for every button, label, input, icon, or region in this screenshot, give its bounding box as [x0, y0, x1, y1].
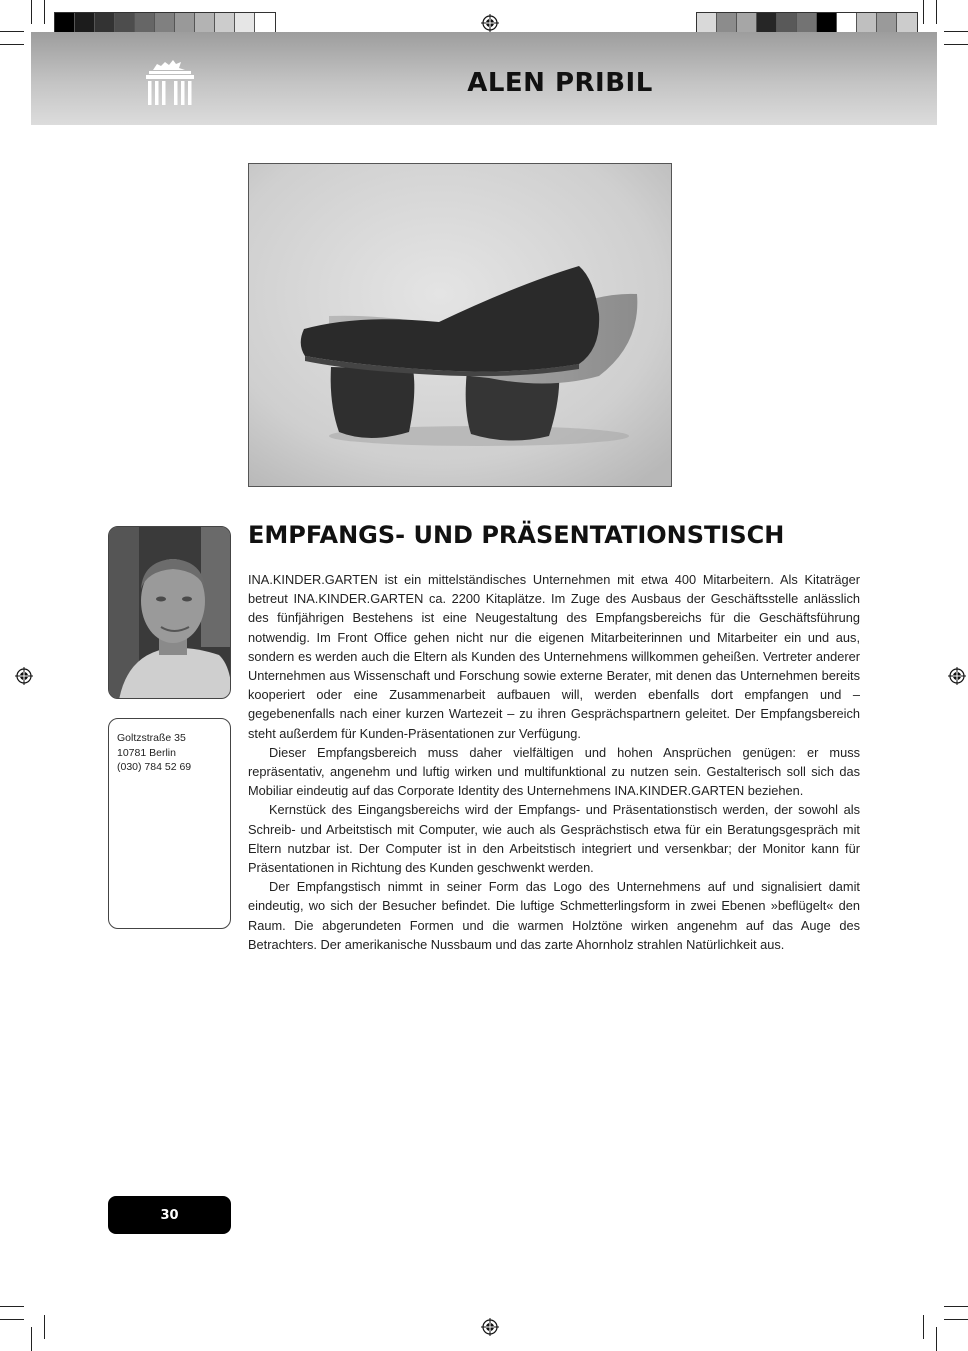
article-paragraph: Dieser Empfangsbereich muss daher vielfältigen und hohen Ansprüchen genügen: er muss repräsentativ, angenehm und luftig wirken und multifunktional zu nutzen sein. Gestalterisch soll sich das Mobiliar eindeutig auf das Corporate Identity des Unternehmens INA.KINDER.GARTEN beziehen. [248, 744, 860, 799]
crop-mark [944, 1306, 968, 1307]
crop-mark [44, 1315, 45, 1339]
author-portrait-image [109, 527, 231, 699]
crop-mark [31, 1327, 32, 1351]
table-model-photo [248, 163, 672, 487]
crop-mark [44, 0, 45, 24]
crop-mark [923, 0, 924, 24]
contact-box [108, 718, 231, 929]
crop-mark [0, 44, 24, 45]
crop-mark [31, 0, 32, 24]
contact-city: 10781 Berlin [117, 746, 176, 759]
page-header-title: ALEN PRIBIL [467, 68, 653, 98]
table-model-image [249, 164, 672, 487]
crop-mark [0, 31, 24, 32]
registration-mark-icon [481, 14, 499, 32]
registration-mark-icon [15, 667, 33, 685]
contact-street: Goltzstraße 35 [117, 732, 186, 744]
author-portrait [108, 526, 231, 699]
article-body [248, 570, 860, 954]
crop-mark [936, 1327, 937, 1351]
crop-mark [0, 1306, 24, 1307]
contact-phone: (030) 784 52 69 [117, 761, 192, 773]
crop-mark [944, 1319, 968, 1320]
page-number: 30 [160, 1207, 179, 1223]
crop-mark [0, 1319, 24, 1320]
article-title: EMPFANGS- UND PRÄSENTATIONSTISCH [248, 521, 785, 549]
article-paragraph: INA.KINDER.GARTEN ist ein mittelständisches Unternehmen mit etwa 400 Mitarbeitern. Als Kitaträger betreut INA.KINDER.GARTEN ca. 2200 Kitaplätze. Im Zuge des Ausbaus der Geschäftsstelle anlässlich des fünfjährigen Bestehens ist eine Neugestaltung des Empfangsbereichs für die Geschäftsführung notwendig. Im Front Office gehen nicht nur die eigenen Mitarbeiterinnen und Mitarbeiter ein und aus, sondern es werden auch die Eltern als Kunden des Unternehmens willkommen geheißen. Vertreter anderer Unternehmen aus Wissenschaft und Forschung sowie externe Berater, mit denen das Unternehmen bereits kooperiert oder eine Zusammenarbeit aufbauen will, werden ebenfalls dort empfangen und – gegebenenfalls nach einer kurzen Wartezeit – zu ihren Gesprächspartnern geleitet. Der Empfangsbereich steht außerdem für Kunden-Präsentationen zur Verfügung. [248, 572, 860, 741]
brandenburg-gate-logo-icon [143, 56, 197, 108]
registration-mark-icon [481, 1318, 499, 1336]
page-number-badge [108, 1196, 231, 1234]
article-paragraph: Kernstück des Eingangsbereichs wird der Empfangs- und Präsentationstisch werden, der sowohl als Schreib- und Arbeitstisch mit Computer, wie auch als Gesprächstisch etwa für ein Beratungsgespräch mit Eltern nutzbar ist. Der Computer ist in den Arbeitstisch integriert und versenkbar; der Monitor kann für Präsentationen in Richtung des Kunden geschwenkt werden. [248, 802, 860, 876]
crop-mark [923, 1315, 924, 1339]
registration-mark-icon [948, 667, 966, 685]
article-paragraph: Der Empfangstisch nimmt in seiner Form das Logo des Unternehmens auf und signalisiert damit eindeutig, wo sich der Besucher befindet. Die luftige Schmetterlingsform in zwei Ebenen »beflügelt« den Raum. Die abgerundeten Formen und die warmen Holztöne wirken angenehm auf das Auge des Betrachters. Der amerikanische Nussbaum und das zarte Ahornholz strahlen Natürlichkeit aus. [248, 879, 860, 952]
crop-mark [936, 0, 937, 24]
crop-mark [944, 44, 968, 45]
crop-mark [944, 31, 968, 32]
